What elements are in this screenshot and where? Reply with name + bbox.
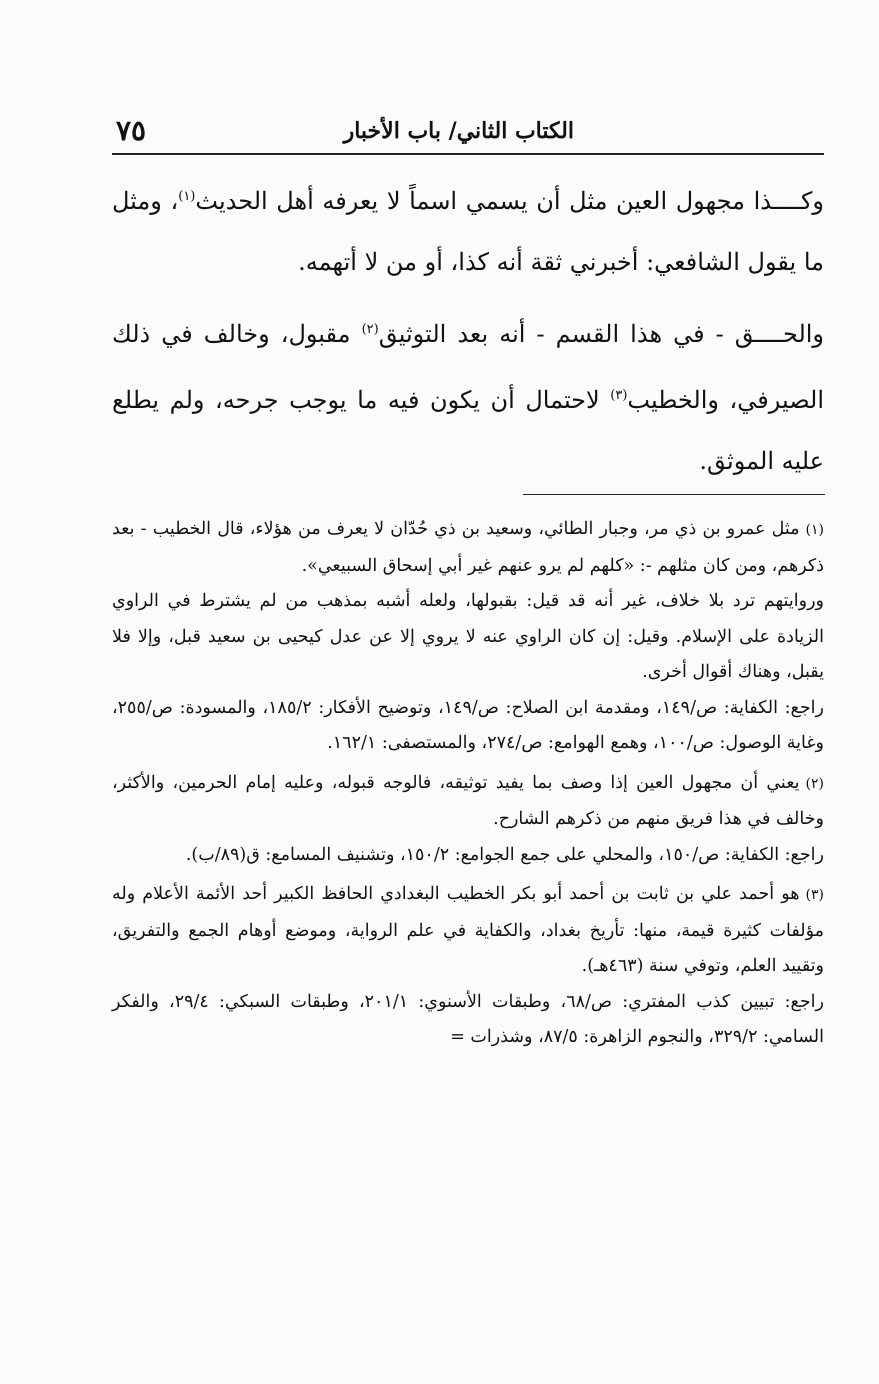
footnote-1-number: (١) (805, 522, 824, 538)
footnote-separator (523, 494, 825, 495)
page-number: ٧٥ (116, 114, 147, 147)
footnote-ref-1: (١) (178, 189, 196, 204)
paragraph-1 (112, 166, 824, 293)
footnotes (112, 512, 824, 1060)
footnote-1 (112, 512, 824, 762)
paragraph-2 (112, 299, 824, 492)
footnote-1-refs: راجع: الكفاية: ص/١٤٩، ومقدمة ابن الصلاح: ص/١٤٩، وتوضيح الأفكار: ١٨٥/٢، والمسودة: ص/٢٥٥، وغاية الوصول: ص/١٠٠، وهمع الهوامع: ص/٢٧٤، والمستصفى: ١٦٢/١. (112, 697, 824, 753)
footnote-1-text-1: مثل عمرو بن ذي مر، وجبار الطائي، وسعيد بن ذي حُدّان لا يعرف من هؤلاء، قال الخطيب - بعد ذكرهم، ومن كان مثلهم -: «كلهم لم يرو عنهم غير أبي إسحاق السبيعي». (112, 519, 824, 576)
footnote-ref-3: (٣) (610, 388, 628, 403)
footnote-3-number: (٣) (805, 887, 824, 903)
running-title: الكتاب الثاني/ باب الأخبار (343, 118, 574, 144)
main-text (112, 166, 824, 492)
footnote-2-refs: راجع: الكفاية: ص/١٥٠، والمحلي على جمع الجوامع: ١٥٠/٢، وتشنيف المسامع: ق(٨٩/ب). (185, 844, 824, 865)
paragraph-2-part-c: لاحتمال أن يكون فيه ما يوجب جرحه، ولم يطلع عليه الموثق. (112, 386, 824, 475)
footnote-3-text-1: هو أحمد علي بن ثابت بن أحمد أبو بكر الخطيب البغدادي الحافظ الكبير أحد الأئمة الأعلام وله مؤلفات كثيرة قيمة، منها: تأريخ بغداد، والكفاية في علم الرواية، وموضع أوهام الجمع والتفريق، وتقييد العلم، وتوفي سنة (٤٦٣هـ). (112, 884, 824, 976)
footnote-2 (112, 766, 824, 874)
paragraph-1-line-2: ومثل ما يقول الشافعي: أخبرني ثقة أنه كذا، أو من لا أتهمه. (112, 187, 824, 276)
paragraph-2-part-b: مقبول، وخالف في ذلك الصيرفي، والخطيب (112, 320, 824, 414)
page-header (112, 112, 824, 152)
footnote-3-refs: راجع: تبيين كذب المفتري: ص/٦٨، وطبقات الأسنوي: ٢٠١/١، وطبقات السبكي: ٢٩/٤، والفكر السامي: ٣٢٩/٢، والنجوم الزاهرة: ٨٧/٥، وشذرات = (112, 991, 824, 1047)
header-rule (112, 153, 824, 155)
paragraph-1-line-1: وكــــذا مجهول العين مثل أن يسمي اسماً لا يعرفه أهل الحديث (195, 187, 824, 215)
footnote-2-text-1: يعني أن مجهول العين إذا وصف بما يفيد توثيقه، فالوجه قبوله، وعليه إمام الحرمين، والأكثر، وخالف في هذا فريق منهم من ذكرهم الشارح. (112, 772, 824, 829)
paragraph-2-part-a: والحــــق - في هذا القسم - أنه بعد التوثيق (378, 320, 825, 348)
paragraph-1-line-1-end: ، (170, 187, 179, 215)
footnote-3 (112, 877, 824, 1056)
footnote-ref-2: (٢) (361, 322, 379, 337)
footnote-2-number: (٢) (805, 775, 824, 792)
footnote-1-text-2: وروايتهم ترد بلا خلاف، غير أنه قد قيل: بقبولها، ولعله أشبه بمذهب من لم يشترط في الراوي الزيادة على الإسلام. وقيل: إن كان الراوي عنه لا يروي إلا عن عدل كيحيى بن سعيد قبل، وإلا فلا يقبل، وهناك أقوال أخرى. (112, 591, 824, 682)
